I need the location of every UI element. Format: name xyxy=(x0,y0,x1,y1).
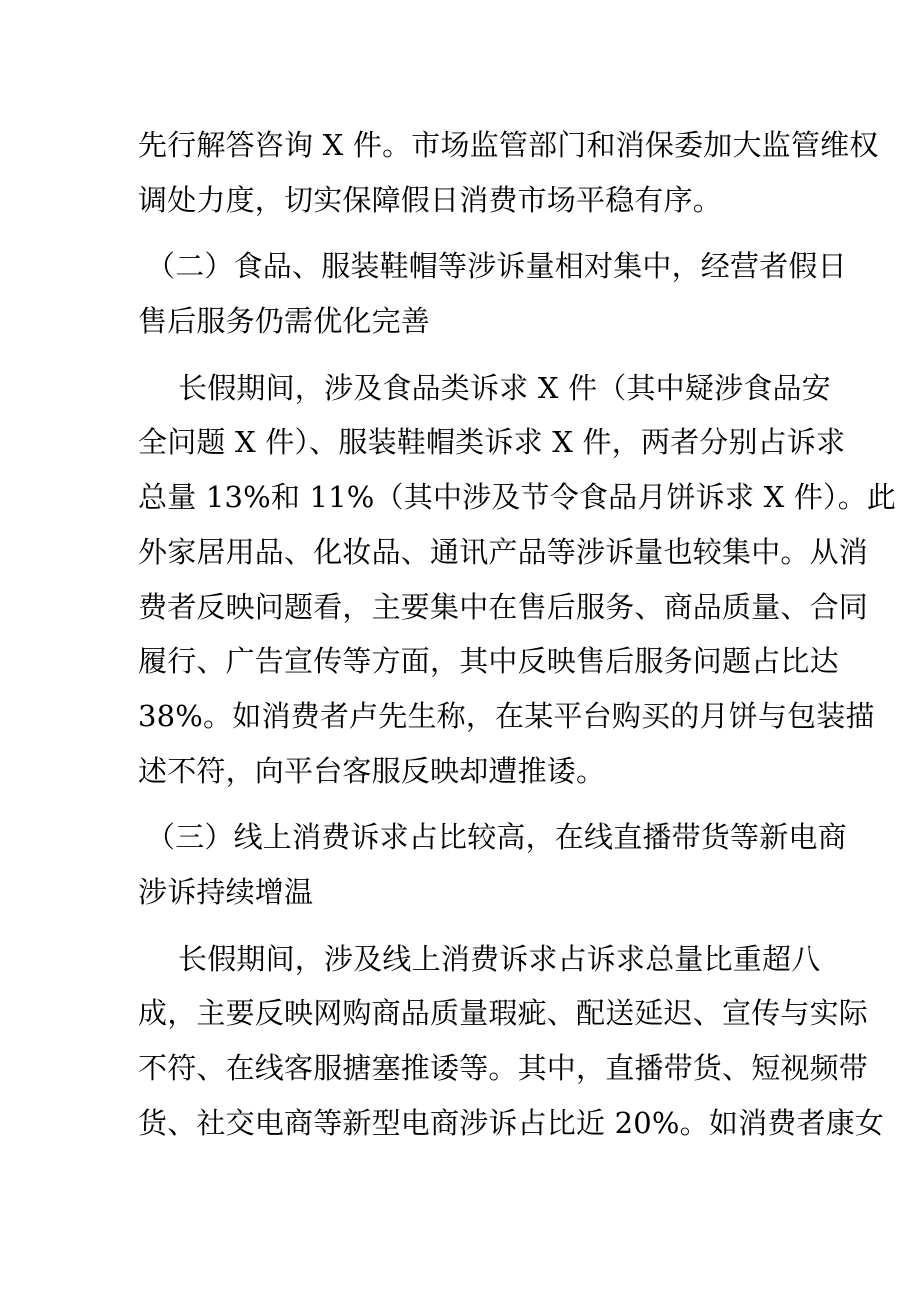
body-line: 调处力度，切实保障假日消费市场平稳有序。 xyxy=(138,182,723,217)
body-line: 外家居用品、化妆品、通讯产品等涉诉量也较集中。从消 xyxy=(138,534,869,569)
body-line: 成，主要反映网购商品质量瑕疵、配送延迟、宣传与实际 xyxy=(138,996,869,1031)
body-line: 述不符，向平台客服反映却遭推诿。 xyxy=(138,753,606,788)
body-line: 长假期间，涉及食品类诉求 X 件（其中疑涉食品安 xyxy=(178,370,831,405)
body-line: 总量 13%和 11%（其中涉及节令食品月饼诉求 X 件）。此 xyxy=(138,480,897,515)
body-line: 费者反映问题看，主要集中在售后服务、商品质量、合同 xyxy=(138,589,869,624)
body-line: 履行、广告宣传等方面，其中反映售后服务问题占比达 xyxy=(138,644,839,679)
body-line: 长假期间，涉及线上消费诉求占诉求总量比重超八 xyxy=(178,941,821,976)
section-heading-3-line: 涉诉持续增温 xyxy=(138,874,314,909)
document-body xyxy=(138,118,897,1150)
body-line: 38%。如消费者卢先生称，在某平台购买的月饼与包装描 xyxy=(138,698,875,733)
section-heading-2-line: （二）食品、服装鞋帽等涉诉量相对集中，经营者假日 xyxy=(146,249,847,284)
section-heading-2-line: 售后服务仍需优化完善 xyxy=(138,304,431,339)
body-line: 先行解答咨询 X 件。市场监管部门和消保委加大监管维权 xyxy=(138,128,879,162)
body-line: 全问题 X 件）、服装鞋帽类诉求 X 件，两者分别占诉求 xyxy=(138,425,846,460)
section-heading-3-line: （三）线上消费诉求占比较高，在线直播带货等新电商 xyxy=(146,820,847,855)
body-line: 不符、在线客服搪塞推诿等。其中，直播带货、短视频带 xyxy=(138,1051,869,1085)
body-line: 货、社交电商等新型电商涉诉占比近 20%。如消费者康女 xyxy=(138,1105,885,1140)
